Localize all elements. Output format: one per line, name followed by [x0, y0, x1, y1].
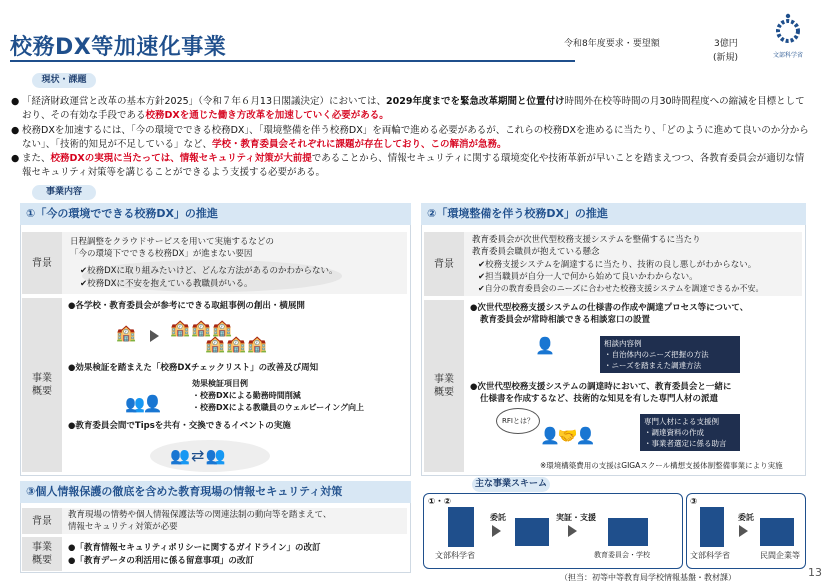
s1-bg-line1: 日程調整をクラウドサービスを用いて実施するなどの	[70, 237, 275, 247]
s2-ex-2: ・事業者選定に係る助言	[644, 439, 727, 448]
status-bullet-3: ● また、校務DXの実現に当たっては、情報セキュリティ対策が大前提であることから、情報セキュリティに関する環境変化や技術革新が早いことを踏まえつつ、各教育委員会が適切な情報セキュリティ対策等を講じることができるよう支援する必要がある。	[11, 153, 805, 178]
s1-ov-3: ●教育委員会間でTipsを共有・交換できるイベントの実施	[68, 421, 291, 431]
s2-expert-box	[640, 414, 740, 451]
status-bullet-2: ● 校務DXを加速するには、「今の環境でできる校務DX」、「環境整備を伴う校務DX」を両輪で進める必要があるが、これらの校務DXを進めるに当たり、「どのように進めて良いのか分からない」、「技術的知見が不足している」など、学校・教育委員会それぞれに課題が存在しており、この解消が急務。	[11, 125, 809, 150]
section-2-title: ②「環境整備を伴う校務DX」の推進	[421, 203, 806, 225]
s2-ov-1: ●次世代型校務支援システムの仕様書の作成や調達プロセス等について、	[470, 303, 749, 313]
s1-bg-label: 背景	[22, 232, 62, 294]
s1-bg-line2: 「今の環境下でできる校務DX」が進まない要因	[70, 249, 253, 259]
mext-building-icon-2	[700, 507, 724, 547]
s1-ov-1: ●各学校・教育委員会が参考にできる取組事例の創出・横展開	[68, 301, 305, 311]
s2-bg-line1: 教育委員会が次世代型校務支援システムを整備するに当たり	[472, 235, 701, 245]
s2-check-3: ✔自分の教育委員会のニーズに合わせた校務支援システムを調達できるか不安。	[478, 284, 764, 293]
people-icon: 👥👤	[125, 394, 161, 413]
scheme-arrow-1	[492, 525, 501, 537]
section-3-title: ③個人情報保護の徹底を含めた教育現場の情報セキュリティ対策	[20, 481, 411, 503]
mext-logo-icon	[773, 12, 803, 46]
company-building-icon-2	[760, 518, 794, 546]
scheme-mext-1: 文部科学省	[435, 551, 475, 560]
s2-bg-label: 背景	[424, 232, 464, 296]
s2-ex-title: 専門人材による支援例	[644, 417, 719, 426]
s3-bg-label: 背景	[22, 508, 62, 534]
scheme-arrow-3	[739, 525, 748, 537]
arrow-icon	[150, 330, 159, 342]
s2-ov-2: ●次世代型校務支援システムの調達時において、教育委員会と一緒に	[470, 382, 732, 392]
s3-ov-2: ●「教育データの利活用に係る留意事項」の改訂	[68, 556, 254, 566]
s3-ov-label: 事業 概要	[22, 537, 62, 571]
s2-ov-label: 事業 概要	[424, 300, 464, 472]
s1-ex-1: ・校務DXによる勤務時間削減	[192, 391, 301, 400]
rfi-bubble: RFIとは？	[496, 408, 540, 434]
s1-check-1: ✔校務DXに取り組みたいけど、どんな方法があるのかわからない。	[80, 266, 338, 276]
business-pill: 事業内容	[32, 185, 96, 200]
scheme-jisshi: 実証・支援	[556, 513, 596, 522]
s2-ov-1b: 教育委員会が常時相談できる相談窓口の設置	[480, 315, 651, 325]
page-title: 校務DX等加速化事業	[10, 35, 227, 60]
school-icon-a: 🏫	[116, 323, 134, 342]
s2-consult-box	[600, 336, 740, 373]
s2-ov-2b: 仕様書を作成するなど、技術的な知見を有した専門人材の派遣	[480, 394, 719, 404]
budget-label: 令和8年度要求・要望額	[564, 39, 660, 49]
mext-logo-text: 文部科学省	[772, 52, 803, 59]
s2-bg-line2: 教育委員会職員が抱えている懸念	[472, 247, 600, 257]
s1-ex-title: 効果検証項目例	[192, 379, 248, 388]
company-building-icon-1	[515, 518, 549, 546]
s1-ov-label: 事業 概要	[22, 298, 62, 472]
school-building-icon	[608, 518, 648, 546]
s3-bg-line2: 情報セキュリティ対策が必要	[68, 522, 178, 532]
school-icons-group-2: 🏫 🏫 🏫	[205, 334, 265, 353]
scheme-itaku-2: 委託	[738, 513, 754, 522]
status-pill: 現状・課題	[32, 73, 96, 88]
section-1-title: ①「今の環境でできる校務DX」の推進	[20, 203, 411, 225]
s2-sp-2: ・ニーズを踏まえた調達方法	[604, 361, 702, 370]
page-number: 13	[808, 566, 822, 579]
scheme-arrow-2	[568, 525, 577, 537]
s3-ov-1: ●「教育情報セキュリティポリシーに関するガイドライン」の改訂	[68, 543, 321, 553]
s1-ov-2: ●効果検証を踏まえた「校務DXチェックリスト」の改善及び周知	[68, 363, 319, 373]
status-bullet-1: ● 「経済財政運営と改革の基本方針2025」（令和７年６月13日閣議決定）においては、2029年度までを緊急改革期間と位置付け時間外在校等時間の月30時間程度への縮減を目標としており、その有効な手段である校務DXを通じた働き方改革を加速していく必要がある。	[11, 96, 805, 121]
title-underline	[10, 60, 575, 62]
footer-owner: （担当：初等中等教育局学校情報基盤・教材課）	[560, 573, 736, 582]
s2-note: ※環境構築費用の支援はGIGAスクール構想支援体制整備事業により実施	[540, 461, 783, 470]
scheme-private: 民間企業等	[760, 551, 800, 560]
s3-bg-line1: 教育現場の情勢や個人情報保護法等の関連法制の動向等を踏まえて、	[68, 510, 332, 520]
s2-check-1: ✔校務支援システムを調達するに当たり、技術の良し悪しがわからない。	[478, 260, 757, 270]
scheme-itaku-1: 委託	[490, 513, 506, 522]
s1-ex-2: ・校務DXによる教職員のウェルビーイング向上	[192, 403, 365, 412]
scheme-nums-12: ①・②	[428, 497, 451, 507]
scheme-num-3: ③	[690, 497, 698, 507]
handshake-icon: 👤🤝👤	[540, 426, 594, 445]
s1-check-2: ✔校務DXに不安を抱えている教職員がいる。	[80, 279, 253, 289]
consultant-icon: 👤	[535, 336, 553, 355]
scheme-pill: 主な事業スキーム	[472, 477, 550, 492]
scheme-board: 教育委員会・学校	[594, 551, 650, 559]
s2-sp-title: 相談内容例	[604, 339, 642, 348]
scheme-mext-2: 文部科学省	[690, 551, 730, 560]
budget-note: (新規)	[713, 53, 739, 63]
school-icons-group: 🏫 🏫 🏫	[170, 318, 230, 337]
s2-check-2: ✔担当職員が自分一人で何から始めて良いかわからない。	[478, 272, 698, 282]
mext-logo	[768, 12, 808, 62]
s2-ex-1: ・調達資料の作成	[644, 428, 704, 437]
mext-building-icon-1	[448, 507, 474, 547]
s2-sp-1: ・自治体内のニーズ把握の方法	[604, 350, 709, 359]
budget-amount: 3億円	[714, 39, 738, 49]
meeting-icon: 👥 ⇄ 👥	[170, 446, 224, 465]
